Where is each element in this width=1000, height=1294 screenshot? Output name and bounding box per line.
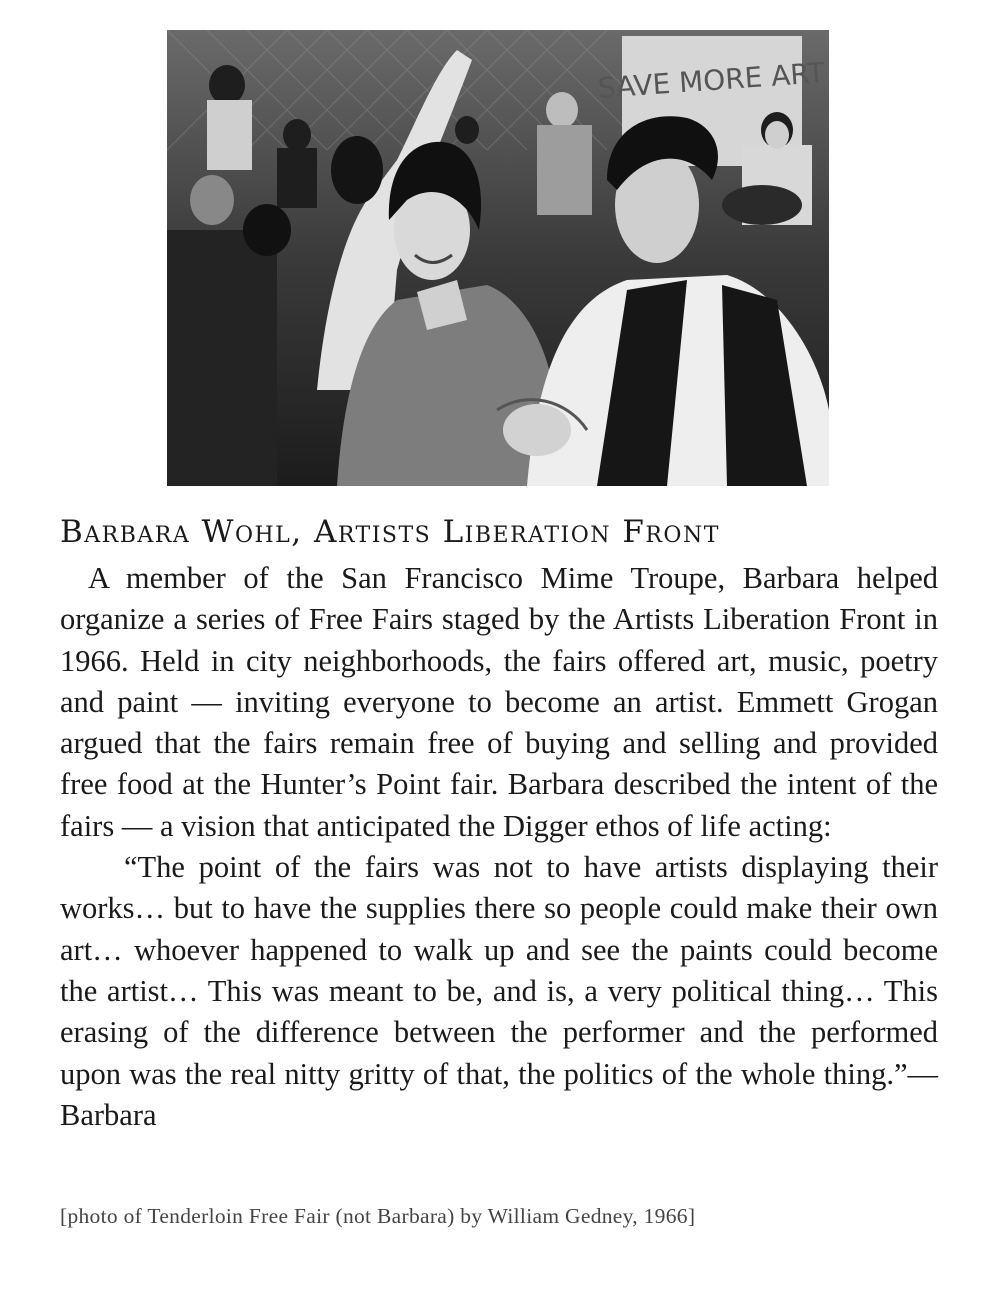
banner-text: SAVE MORE ART xyxy=(596,56,826,105)
photo-caption: [photo of Tenderloin Free Fair (not Barbara) by William Gedney, 1966] xyxy=(60,1204,696,1228)
photo xyxy=(167,30,829,486)
intro-paragraph: A member of the San Francisco Mime Troupe, Barbara helped organize a series of Free Fairs staged by the Artists Liberation Front in 1966. Held in city neighborhoods, the fairs offered art, music, poetry and paint — inviting everyone to become an artist. Emmett Grogan argued that the fairs remain free of buying and selling and provided free food at the Hunter’s Point fair. Barbara described the intent of the fairs — a vision that anticipated the Digger ethos of life acting: xyxy=(60,561,938,843)
article-heading: Barbara Wohl, Artists Liberation Front xyxy=(60,514,720,550)
article-body xyxy=(60,558,938,1136)
quote-paragraph: “The point of the fairs was not to have artists displaying their works… but to have the supplies there so people could make their own art… whoever happened to walk up and see the paints could become the artist… This was meant to be, and is, a very political thing… This erasing of the difference between the performer and the performed upon was the real nitty gritty of that, the politics of the whole thing.”—Barbara xyxy=(60,850,938,1132)
dancing-couple-photo xyxy=(167,30,829,486)
